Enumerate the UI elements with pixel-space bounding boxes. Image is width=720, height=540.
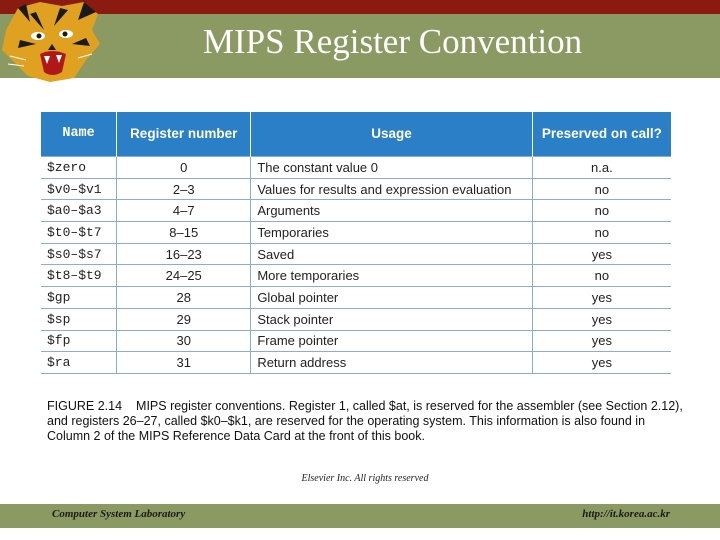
table-row [41,200,671,222]
table-row [41,243,671,265]
figure-caption-text: MIPS register conventions. Register 1, called $at, is reserved for the assembler (see Section 2.12), and registers 26–27, called $k0–$k1, are reserved for the operating system. This information is also found in Column 2 of the MIPS Reference Data Card at the front of this book. [47,399,683,443]
header-register-number: Register number [117,112,251,157]
register-preserved: yes [532,243,671,265]
register-name: $t8–$t9 [41,265,117,287]
register-preserved: yes [532,287,671,309]
table-row [41,222,671,244]
register-number: 24–25 [117,265,251,287]
register-name: $s0–$s7 [41,243,117,265]
register-name: $zero [41,157,117,179]
register-usage: Stack pointer [251,308,532,330]
table-header-row [41,112,671,157]
register-usage: Arguments [251,200,532,222]
register-usage: Global pointer [251,287,532,309]
table-row [41,330,671,352]
table-row [41,287,671,309]
table-row [41,352,671,374]
register-preserved: no [532,178,671,200]
register-number: 29 [117,308,251,330]
register-name: $sp [41,308,117,330]
register-preserved: yes [532,352,671,374]
register-name: $fp [41,330,117,352]
register-usage: Temporaries [251,222,532,244]
table-row [41,308,671,330]
register-number: 2–3 [117,178,251,200]
register-name: $gp [41,287,117,309]
register-preserved: no [532,200,671,222]
register-preserved: n.a. [532,157,671,179]
register-number: 28 [117,287,251,309]
register-preserved: yes [532,330,671,352]
register-name: $v0–$v1 [41,178,117,200]
figure-caption [47,399,687,444]
register-preserved: yes [532,308,671,330]
register-name: $ra [41,352,117,374]
register-number: 31 [117,352,251,374]
register-preserved: no [532,265,671,287]
register-name: $a0–$a3 [41,200,117,222]
register-usage: More temporaries [251,265,532,287]
footer-url: http://it.korea.ac.kr [582,508,670,520]
register-usage: Values for results and expression evaluation [251,178,532,200]
header-red-band [0,0,720,14]
register-number: 30 [117,330,251,352]
header-usage: Usage [251,112,532,157]
table-row [41,265,671,287]
table-row [41,178,671,200]
header-name: Name [41,112,117,157]
register-usage: The constant value 0 [251,157,532,179]
register-number: 4–7 [117,200,251,222]
register-usage: Saved [251,243,532,265]
register-number: 8–15 [117,222,251,244]
table-row [41,157,671,179]
register-usage: Frame pointer [251,330,532,352]
figure-label: FIGURE 2.14 [47,399,123,413]
register-number: 16–23 [117,243,251,265]
copyright-notice: Elsevier Inc. All rights reserved [301,473,429,484]
register-preserved: no [532,222,671,244]
header-preserved: Preserved on call? [532,112,671,157]
footer-lab-name: Computer System Laboratory [52,508,186,520]
register-convention-table [41,112,671,374]
register-number: 0 [117,157,251,179]
slide-title: MIPS Register Convention [202,22,583,61]
register-usage: Return address [251,352,532,374]
register-name: $t0–$t7 [41,222,117,244]
